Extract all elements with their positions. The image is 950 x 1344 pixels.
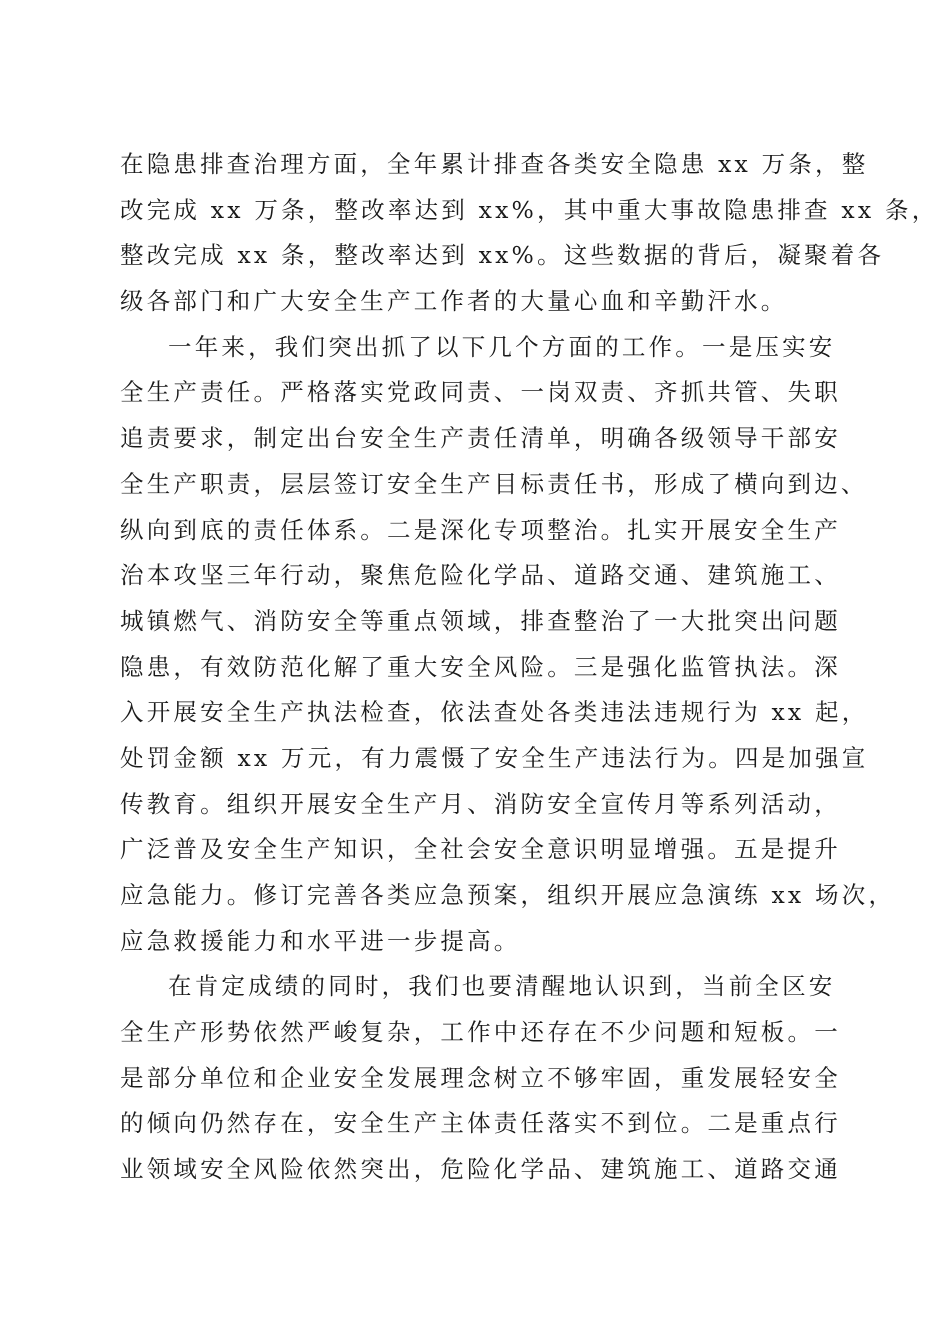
paragraph-first-line: 在肯定成绩的同时，我们也要清醒地认识到，当前全区安 (168, 972, 836, 1001)
text-line: 是部分单位和企业安全发展理念树立不够牢固，重发展轻安全 (120, 1063, 841, 1092)
text-line: 的倾向仍然存在，安全生产主体责任落实不到位。二是重点行 (120, 1109, 841, 1138)
text-line: 治本攻坚三年行动，聚焦危险化学品、道路交通、建筑施工、 (120, 561, 841, 590)
text-line: 级各部门和广大安全生产工作者的大量心血和辛勤汗水。 (120, 287, 788, 316)
body-text (120, 142, 939, 1193)
text-line: 全生产职责，层层签订安全生产目标责任书，形成了横向到边、 (120, 469, 868, 498)
text-line: 全生产形势依然严峻复杂，工作中还存在不少问题和短板。一 (120, 1018, 841, 1047)
text-line: 应急能力。修订完善各类应急预案，组织开展应急演练 xx 场次， (120, 881, 896, 909)
text-line: 全生产责任。严格落实党政同责、一岗双责、齐抓共管、失职 (120, 378, 841, 407)
text-line: 隐患，有效防范化解了重大安全风险。三是强化监管执法。深 (120, 652, 841, 681)
text-line: 传教育。组织开展安全生产月、消防安全宣传月等系列活动， (120, 789, 841, 818)
paragraph-first-line: 一年来，我们突出抓了以下几个方面的工作。一是压实安 (168, 332, 836, 361)
text-line: 改完成 xx 万条，整改率达到 xx%，其中重大事故隐患排查 xx 条， (120, 195, 939, 224)
text-line: 整改完成 xx 条，整改率达到 xx%。这些数据的背后，凝聚着各 (120, 241, 885, 270)
text-line: 追责要求，制定出台安全生产责任清单，明确各级领导干部安 (120, 424, 841, 453)
text-line: 入开展安全生产执法检查，依法查处各类违法违规行为 xx 起， (120, 698, 869, 727)
text-line: 纵向到底的责任体系。二是深化专项整治。扎实开展安全生产 (120, 515, 841, 544)
text-line: 在隐患排查治理方面，全年累计排查各类安全隐患 xx 万条，整 (120, 150, 869, 178)
text-line: 处罚金额 xx 万元，有力震慑了安全生产违法行为。四是加强宣 (120, 743, 869, 772)
text-line: 业领域安全风险依然突出，危险化学品、建筑施工、道路交通 (120, 1155, 841, 1184)
text-line: 广泛普及安全生产知识，全社会安全意识明显增强。五是提升 (120, 835, 841, 864)
text-line: 城镇燃气、消防安全等重点领域，排查整治了一大批突出问题 (120, 606, 841, 635)
text-line: 应急救援能力和水平进一步提高。 (120, 926, 521, 955)
